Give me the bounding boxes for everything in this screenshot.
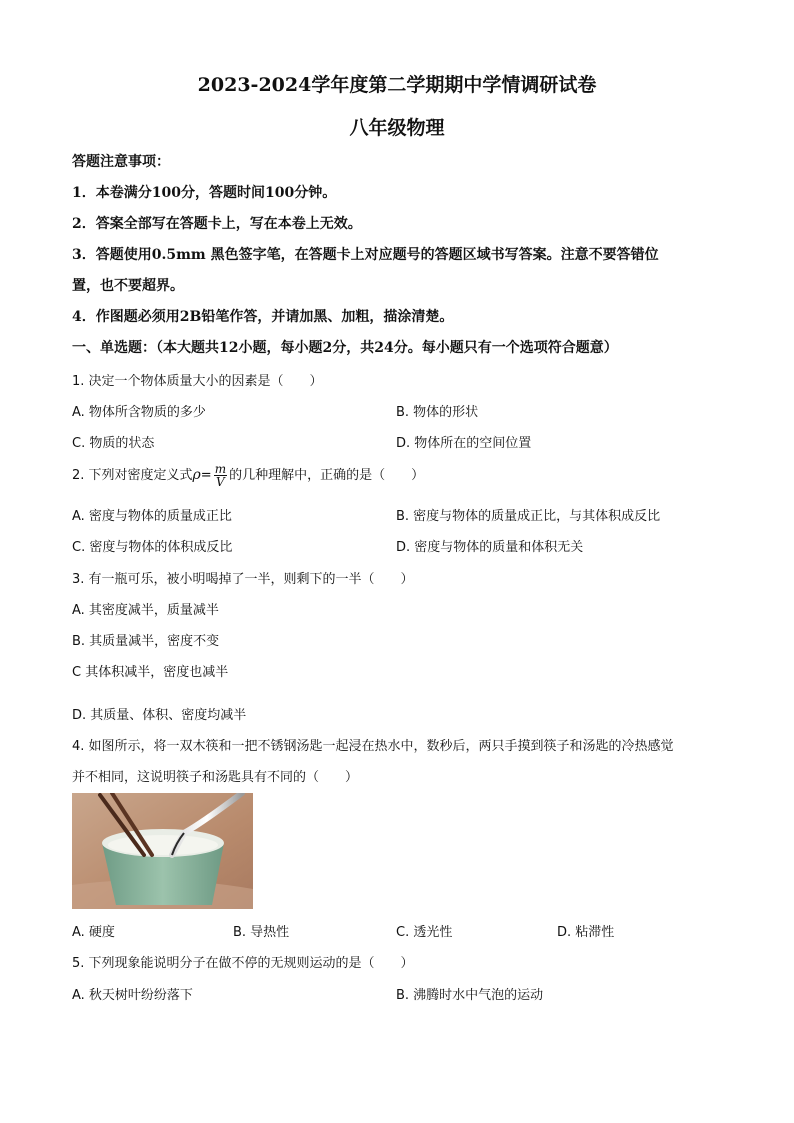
q2-option-b: B. 密度与物体的质量成正比，与其体积成反比 — [396, 509, 661, 524]
q2-option-c: C. 密度与物体的体积成反比 — [72, 540, 233, 555]
q3-option-b: B. 其质量减半，密度不变 — [72, 634, 220, 649]
q4-option-b: B. 导热性 — [233, 925, 290, 940]
q4-option-c: C. 透光性 — [396, 925, 453, 940]
page-title: 2023-2024学年度第二学期期中学情调研试卷 — [197, 74, 597, 96]
note-item: 置，也不要超界。 — [72, 278, 184, 294]
question-5-stem: 5. 下列现象能说明分子在做不停的无规则运动的是（ ） — [72, 956, 414, 971]
note-item: 4．作图题必须用2B铅笔作答，并请加黑、加粗，描涂清楚。 — [72, 309, 454, 325]
q3-option-c: C 其体积减半，密度也减半 — [72, 665, 229, 680]
equals-sign: = — [200, 468, 212, 483]
q2-option-a: A. 密度与物体的质量成正比 — [72, 509, 232, 524]
note-item: 1．本卷满分100分，答题时间100分钟。 — [72, 185, 337, 201]
q3-option-d: D. 其质量、体积、密度均减半 — [72, 708, 247, 723]
question-4-stem-line2: 并不相同，这说明筷子和汤匙具有不同的（ ） — [72, 770, 359, 785]
notes-heading: 答题注意事项： — [72, 154, 170, 170]
q5-option-a: A. 秋天树叶纷纷落下 — [72, 988, 193, 1003]
page-subtitle: 八年级物理 — [349, 117, 445, 139]
q1-option-d: D. 物体所在的空间位置 — [396, 436, 532, 451]
fraction-denominator: V — [216, 475, 225, 489]
note-item: 2．答案全部写在答题卡上，写在本卷上无效。 — [72, 216, 362, 232]
q2-stem-post: 的几种理解中，正确的是（ ） — [229, 468, 425, 483]
density-fraction — [214, 463, 227, 488]
q2-stem-pre: 2. 下列对密度定义式 — [72, 468, 193, 483]
note-item: 3．答题使用0.5mm 黑色签字笔，在答题卡上对应题号的答题区域书写答案。注意不要答错位 — [72, 247, 659, 263]
chopsticks-spoon-cup-figure — [72, 793, 253, 909]
q1-option-a: A. 物体所含物质的多少 — [72, 405, 206, 420]
q3-option-a: A. 其密度减半，质量减半 — [72, 603, 219, 618]
question-1-stem: 1. 决定一个物体质量大小的因素是（ ） — [72, 374, 323, 389]
section-heading: 一、单选题：（本大题共12小题，每小题2分，共24分。每小题只有一个选项符合题意） — [72, 340, 618, 356]
q5-option-b: B. 沸腾时水中气泡的运动 — [396, 988, 544, 1003]
hot-water-surface — [108, 835, 218, 855]
q1-option-b: B. 物体的形状 — [396, 405, 479, 420]
q1-option-c: C. 物质的状态 — [72, 436, 155, 451]
question-2-stem — [72, 463, 424, 488]
question-4-stem-line1: 4. 如图所示，将一双木筷和一把不锈钢汤匙一起浸在热水中，数秒后，两只手摸到筷子和汤匙的冷热感觉 — [72, 739, 674, 754]
rho-symbol: ρ — [192, 467, 201, 483]
q2-option-d: D. 密度与物体的质量和体积无关 — [396, 540, 584, 555]
q4-option-a: A. 硬度 — [72, 925, 115, 940]
q4-option-d: D. 粘滞性 — [557, 925, 615, 940]
fraction-numerator: m — [214, 462, 227, 476]
question-3-stem: 3. 有一瓶可乐，被小明喝掉了一半，则剩下的一半（ ） — [72, 572, 414, 587]
